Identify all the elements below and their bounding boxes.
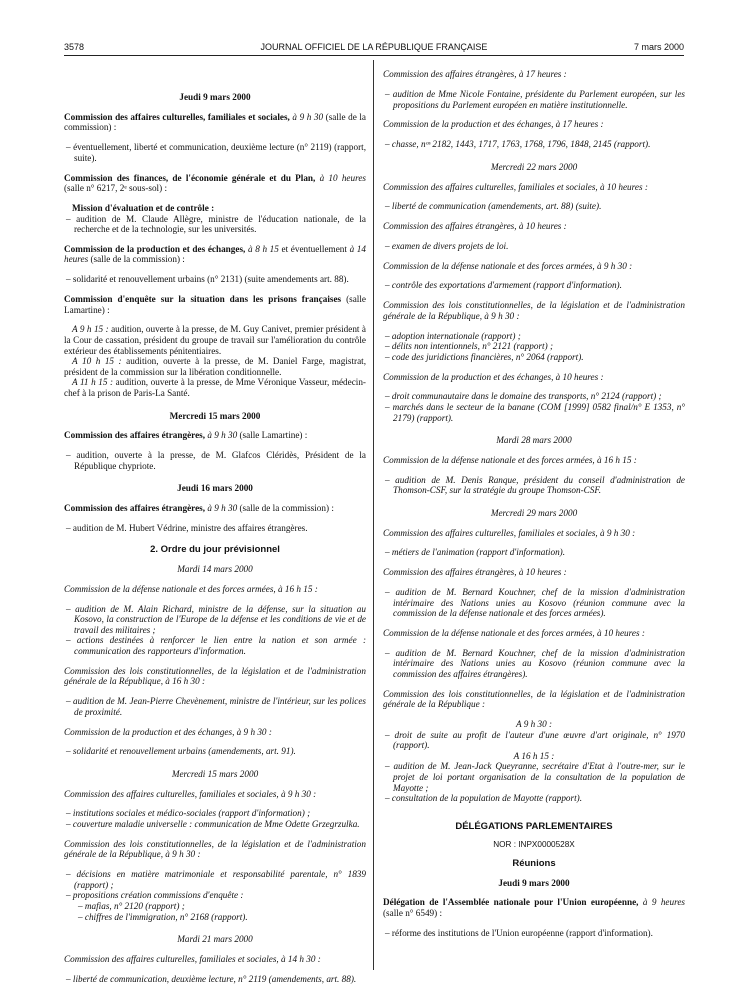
hearing-paragraph: A 9 h 15 : audition, ouverte à la presse, de M. Guy Canivet, premier président à la Cour de cassation, président du groupe de travail sur l'amélioration du contrôle extérieur des établissements pénitentiaires.: [64, 324, 366, 356]
agenda-item: – marchés dans le secteur de la banane (COM [1999] 0582 final/n° E 1353, n° 2179) (rapport).: [385, 401, 685, 423]
agenda-entry: [383, 119, 685, 149]
entry-title: Commission des affaires étrangères, à 9 h 30 (salle de la commission) :: [64, 503, 334, 514]
agenda-item: – couverture maladie universelle : communication de Mme Odette Grzegrzulka.: [66, 819, 360, 830]
agenda-item: – chasse, nᵒˢ 2182, 1443, 1717, 1763, 1768, 1796, 1848, 2145 (rapport).: [385, 139, 651, 150]
agenda-entry: [64, 954, 366, 984]
agenda-entry: [383, 628, 685, 680]
agenda-item: – éventuellement, liberté et communication, deuxième lecture (n° 2119) (rapport, suite).: [66, 142, 366, 163]
agenda-entry: [383, 372, 685, 424]
day-heading: Mercredi 22 mars 2000: [490, 161, 578, 172]
agenda-entry: [64, 244, 366, 285]
entry-title: Commission des affaires étrangères, à 10 heures :: [383, 221, 567, 232]
agenda-item: – propositions création commissions d'enquête :: [66, 890, 244, 901]
entry-title: Commission des affaires culturelles, familiales et sociales, à 9 h 30 :: [64, 788, 317, 799]
agenda-entry: [64, 839, 366, 922]
agenda-subitem: – mafias, n° 2120 (rapport) ;: [78, 901, 185, 911]
agenda-entry: [383, 221, 685, 251]
day-heading: Mercredi 29 mars 2000: [490, 507, 578, 518]
agenda-entry: [64, 666, 366, 718]
agenda-item: – décisions en matière matrimoniale et responsabilité parentale, n° 1839 (rapport) ;: [66, 869, 366, 890]
mission-heading: Mission d'évaluation et de contrôle :: [72, 202, 215, 213]
agenda-item: – audition de M. Alain Richard, ministre de la défense, sur la situation au Kosovo, la construction de l'Europe de la défense et les conditions de vie et de travail des militaires ;: [66, 603, 366, 635]
entry-title: Délégation de l'Assemblée nationale pour l'Union européenne, à 9 heures (salle n° 6549) :: [383, 897, 685, 918]
agenda-item: – institutions sociales et médico-sociales (rapport d'information) ;: [66, 808, 311, 819]
agenda-item: – audition de M. Bernard Kouchner, chef de la mission d'administration intérimaire des Nations unies au Kosovo (réunion commune avec la commission de la défense nationale et des forces armées).: [385, 586, 685, 619]
entry-title: Commission des affaires étrangères, à 17 heures :: [383, 69, 567, 80]
agenda-item: – audition de M. Denis Ranque, président du conseil d'administration de Thomson-CSF, sur la stratégie du groupe Thomson-CSF.: [385, 474, 685, 496]
subsection-heading: Réunions: [512, 858, 556, 869]
agenda-item: – audition de M. Jean-Jack Queyranne, secrétaire d'Etat à l'outre-mer, sur le projet de loi portant organisation de la consultation de la population de Mayotte ;: [385, 761, 685, 793]
agenda-item: – liberté de communication (amendements, art. 88) (suite).: [385, 201, 602, 212]
agenda-item: – audition, ouverte à la presse, de M. Glafcos Cléridès, Président de la République chypriote.: [66, 450, 366, 471]
agenda-entry: [64, 727, 366, 757]
entry-title: Commission de la production et des échanges, à 10 heures :: [383, 371, 604, 382]
entry-title: Commission des affaires culturelles, familiales et sociales, à 10 heures :: [383, 181, 648, 192]
entry-title: Commission des lois constitutionnelles, de la législation et de l'administration générale de la République, à 9 h 30 :: [383, 300, 685, 321]
day-heading: Mercredi 15 mars 2000: [171, 768, 259, 779]
agenda-item: – solidarité et renouvellement urbains (amendements, art. 91).: [66, 746, 296, 757]
agenda-item: – droit communautaire dans le domaine des transports, n° 2124 (rapport) ;: [385, 391, 662, 402]
entry-title: Commission des affaires culturelles, familiales et sociales, à 9 h 30 :: [383, 527, 636, 538]
agenda-entry: [64, 430, 366, 471]
entry-title: Commission de la production et des échanges, à 8 h 15 et éventuellement à 14 heures (salle de la commission) :: [64, 243, 366, 265]
agenda-entry: [383, 897, 685, 938]
agenda-item: – liberté de communication, deuxième lecture, n° 2119 (amendements, art. 88).: [66, 973, 357, 984]
agenda-item: – actions destinées à renforcer le lien entre la nation et son armée : communication des rapporteurs d'information.: [66, 635, 366, 656]
left-column: [64, 92, 366, 988]
entry-title: Commission de la défense nationale et des forces armées, à 16 h 15 :: [383, 454, 637, 465]
entry-title: Commission de la production et des échanges, à 17 heures :: [383, 119, 604, 130]
entry-title: Commission des finances, de l'économie générale et du Plan, à 10 heures (salle n° 6217, 2ᵉ sous-sol) :: [64, 172, 366, 194]
time-slot: A 9 h 30 :: [515, 719, 553, 730]
agenda-entry: [383, 455, 685, 496]
agenda-item: – solidarité et renouvellement urbains (n° 2131) (suite amendements art. 88).: [66, 274, 349, 285]
entry-title: Commission des lois constitutionnelles, de la législation et de l'administration générale de la République :: [383, 688, 685, 710]
time-slot: A 16 h 15 :: [513, 750, 555, 761]
section-heading: DÉLÉGATIONS PARLEMENTAIRES: [455, 820, 613, 832]
agenda-entry: [64, 584, 366, 657]
agenda-item: – réforme des institutions de l'Union européenne (rapport d'information).: [385, 927, 653, 938]
agenda-entry: [383, 689, 685, 804]
agenda-item: – examen de divers projets de loi.: [385, 240, 509, 251]
day-heading: Jeudi 9 mars 2000: [498, 877, 570, 888]
agenda-entry: [383, 69, 685, 110]
page-number: 3578: [64, 42, 85, 52]
agenda-entry: [383, 182, 685, 212]
agenda-item: – délits non intentionnels, n° 2121 (rapport) ;: [385, 341, 554, 352]
agenda-entry: [383, 261, 685, 291]
day-heading: Jeudi 16 mars 2000: [177, 483, 253, 494]
entry-title: Commission des lois constitutionnelles, de la législation et de l'administration générale de la République, à 9 h 30 :: [64, 838, 366, 860]
entry-title: Commission de la défense nationale et des forces armées, à 16 h 15 :: [64, 583, 318, 594]
entry-title: Commission des affaires culturelles, familiales et sociales, à 14 h 30 :: [64, 953, 321, 964]
agenda-item: – audition de M. Claude Allègre, ministre de l'éducation nationale, de la recherche et de la technologie, sur les universités.: [66, 213, 366, 235]
day-heading: Mardi 14 mars 2000: [177, 564, 253, 575]
agenda-item: – audition de M. Jean-Pierre Chevènement, ministre de l'intérieur, sur les polices de proximité.: [66, 696, 366, 717]
agenda-entry: [64, 503, 366, 533]
hearing-paragraph: A 10 h 15 : audition, ouverte à la presse, de M. Daniel Farge, magistrat, président de la commission sur la libération conditionnelle.: [64, 356, 366, 377]
agenda-item: – adoption internationale (rapport) ;: [385, 330, 521, 341]
issue-date: 7 mars 2000: [633, 42, 684, 52]
agenda-item: – droit de suite au profit de l'auteur d'une œuvre d'art originale, n° 1970 (rapport).: [385, 729, 685, 751]
entry-title: Commission des affaires culturelles, familiales et sociales, à 9 h 30 (salle de la commission) :: [64, 111, 366, 133]
agenda-item: – audition de M. Hubert Védrine, ministre des affaires étrangères.: [66, 522, 308, 533]
agenda-item: – audition de Mme Nicole Fontaine, présidente du Parlement européen, sur les propositions du Parlement européen en matière institutionnelle.: [385, 88, 685, 110]
entry-title: Commission de la défense nationale et des forces armées, à 9 h 30 :: [383, 260, 633, 271]
entry-title: Commission de la défense nationale et des forces armées, à 10 heures :: [383, 627, 645, 638]
nor-reference: NOR : INPX0000528X: [493, 840, 575, 850]
agenda-entry: [64, 789, 366, 830]
agenda-entry: [383, 528, 685, 558]
page-header: [64, 42, 684, 56]
hearing-paragraph: A 11 h 15 : audition, ouverte à la presse, de Mme Véronique Vasseur, médecin-chef à la prison de Paris-La Santé.: [64, 377, 366, 398]
section-heading: 2. Ordre du jour prévisionnel: [150, 544, 280, 556]
right-column: [383, 60, 685, 942]
journal-title: JOURNAL OFFICIEL DE LA RÉPUBLIQUE FRANÇAISE: [260, 42, 488, 52]
header-rule: [64, 55, 684, 56]
entry-title: Commission de la production et des échanges, à 9 h 30 :: [64, 726, 272, 737]
day-heading: Jeudi 9 mars 2000: [179, 92, 251, 102]
day-heading: Mercredi 15 mars 2000: [169, 410, 261, 421]
entry-title: Commission des affaires étrangères, à 10 heures :: [383, 567, 567, 578]
agenda-item: – consultation de la population de Mayotte (rapport).: [385, 793, 582, 804]
agenda-item: – contrôle des exportations d'armement (rapport d'information).: [385, 280, 622, 291]
agenda-entry: [64, 294, 366, 399]
column-divider: [373, 60, 374, 970]
agenda-subitem: – chiffres de l'immigration, n° 2168 (rapport).: [78, 911, 248, 922]
agenda-item: – code des juridictions financières, n° 2064 (rapport).: [385, 351, 584, 362]
agenda-entry: [64, 112, 366, 164]
agenda-item: – métiers de l'animation (rapport d'information).: [385, 547, 566, 558]
agenda-item: – audition de M. Bernard Kouchner, chef de la mission d'administration intérimaire des Nations unies au Kosovo (réunion commune avec la commission des affaires étrangères).: [385, 647, 685, 679]
agenda-entry: [383, 567, 685, 619]
entry-title: Commission des affaires étrangères, à 9 h 30 (salle Lamartine) :: [64, 430, 308, 441]
day-heading: Mardi 28 mars 2000: [496, 435, 572, 446]
entry-title: Commission des lois constitutionnelles, de la législation et de l'administration générale de la République, à 16 h 30 :: [64, 665, 366, 687]
agenda-entry: [383, 300, 685, 362]
day-heading: Mardi 21 mars 2000: [177, 934, 253, 945]
entry-title: Commission d'enquête sur la situation dans les prisons françaises (salle Lamartine) :: [64, 294, 366, 315]
agenda-entry: [64, 173, 366, 235]
